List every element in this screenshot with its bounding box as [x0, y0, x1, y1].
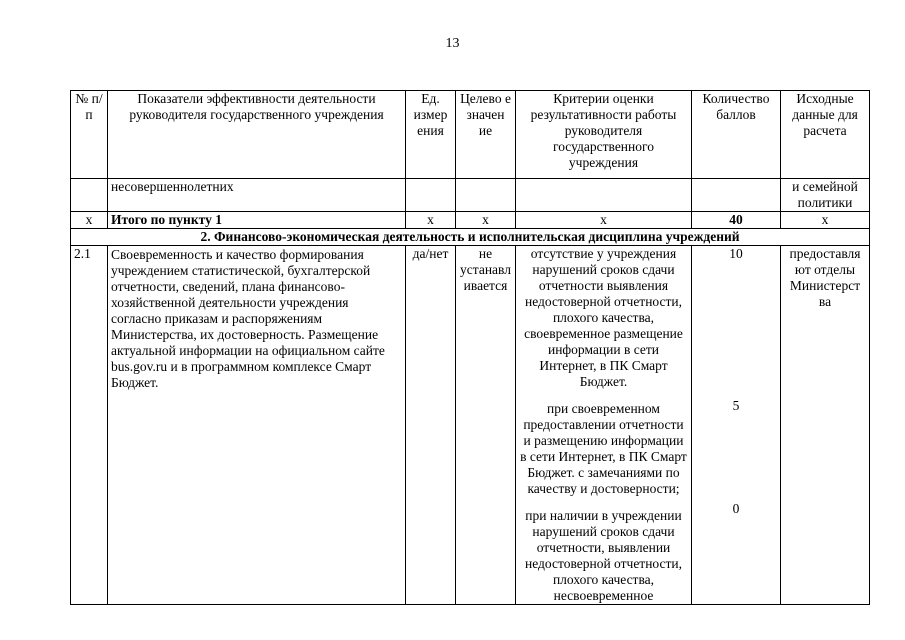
row-2-1-source: предоставля ют отделы Министерст ва	[781, 246, 870, 605]
row-2-1-criteria	[516, 246, 692, 605]
total-target: х	[456, 212, 516, 229]
header-indicators: Показатели эффективности деятельности руководителя государственного учреждения	[108, 91, 406, 179]
total-label: Итого по пункту 1	[108, 212, 406, 229]
total-criteria: х	[516, 212, 692, 229]
header-num: № п/п	[71, 91, 108, 179]
section-2-title: 2. Финансово-экономическая деятельность и исполнительская дисциплина учреждений	[71, 229, 870, 246]
indicators-table	[70, 90, 870, 605]
criterion-2: при своевременном предоставлении отчетности и размещению информации в сети Интернет, в ПК Смарт Бюджет. с замечаниями по качеству и достоверности;	[520, 401, 687, 496]
row-2-1-points	[692, 246, 781, 605]
total-source: х	[781, 212, 870, 229]
header-criteria: Критерии оценки результативности работы руководителя государственного учреждения	[516, 91, 692, 179]
points-1: 10	[729, 246, 743, 261]
points-3: 0	[732, 501, 740, 516]
header-source: Исходные данные для расчета	[781, 91, 870, 179]
row-2-1-indicator: Своевременность и качество формирования учреждением статистической, бухгалтерской отчетности, сведений, плана финансово-хозяйственной деятельности учреждения согласно приказам и распоряжениям Министерства, их достоверность. Размещение актуальной информации на официальном сайте bus.gov.ru и в программном комплексе Смарт Бюджет.	[108, 246, 406, 605]
row-2-1-unit: да/нет	[406, 246, 456, 605]
row-2-1-target: не устанавл ивается	[456, 246, 516, 605]
points-2: 5	[732, 398, 740, 413]
page-number: 13	[445, 36, 460, 51]
row-2-1	[71, 246, 870, 605]
total-num: х	[71, 212, 108, 229]
continuation-row	[71, 179, 870, 212]
header-target: Целево е значен ие	[456, 91, 516, 179]
total-points: 40	[692, 212, 781, 229]
table-header-row	[71, 91, 870, 179]
total-row	[71, 212, 870, 229]
total-unit: х	[406, 212, 456, 229]
criterion-1: отсутствие у учреждения нарушений сроков сдачи отчетности выявления недостоверной отчетности, плохого качества, своевременное размещение информации в сети Интернет, в ПК Смарт Бюджет.	[524, 246, 683, 389]
continuation-indicator: несовершеннолетних	[108, 179, 406, 212]
row-2-1-num: 2.1	[71, 246, 108, 605]
continuation-source: и семейной политики	[781, 179, 870, 212]
header-unit: Ед. измер ения	[406, 91, 456, 179]
header-points: Количество баллов	[692, 91, 781, 179]
section-2-row	[71, 229, 870, 246]
criterion-3: при наличии в учреждении нарушений сроков сдачи отчетности, выявлении недостоверной отчетности, плохого качества, несвоевременное	[524, 508, 683, 603]
